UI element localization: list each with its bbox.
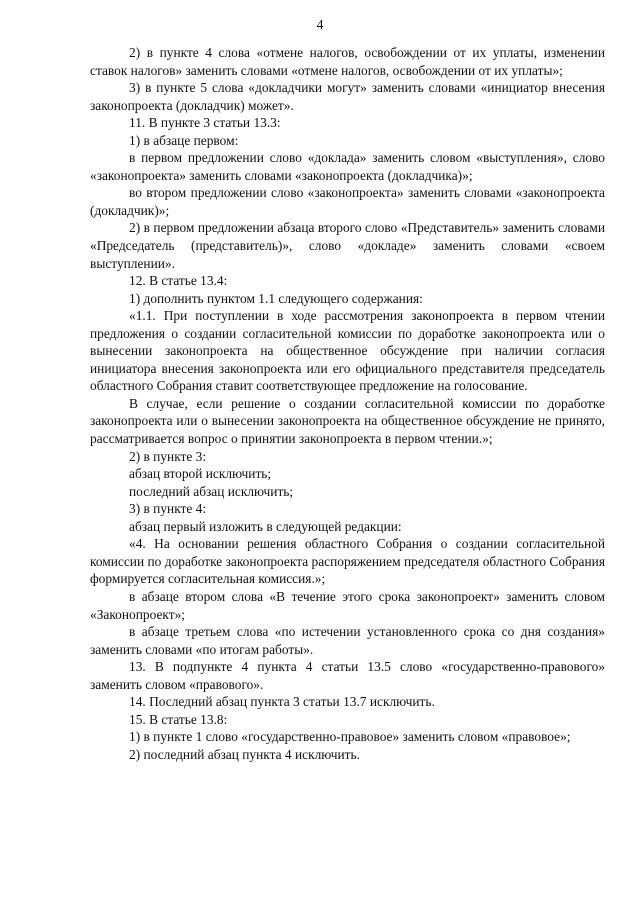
paragraph: в абзаце третьем слова «по истечении установленного срока со дня создания» заменить словами «по итогам работы». xyxy=(90,624,605,657)
paragraph: 2) в пункте 4 слова «отмене налогов, освобождении от их уплаты, изменении ставок налогов» заменить словами «отмене налогов, освобождении от их уплаты»; xyxy=(90,45,605,78)
page-number: 4 xyxy=(316,18,324,33)
paragraph: 2) в пункте 3: xyxy=(129,448,207,464)
paragraph: 2) последний абзац пункта 4 исключить. xyxy=(129,746,360,762)
paragraph: В случае, если решение о создании согласительной комиссии по доработке законопроекта или о вынесении законопроекта на общественное обсуждение не принято, рассматривается вопрос о принятии законопроекта в первом чтении.»; xyxy=(90,395,605,447)
paragraph: «1.1. При поступлении в ходе рассмотрения законопроекта в первом чтении предложения о создании согласительной комиссии по доработке законопроекта или о вынесении законопроекта на общественное обсуждение при наличии согласия инициатора внесения законопроекта или его официального представителя председатель областного Собрания ставит соответствующее предложение на голосование. xyxy=(90,308,605,394)
paragraph: в первом предложении слово «доклада» заменить словом «выступления», слово «законопроекта» заменить словами «законопроекта (докладчика)»; xyxy=(90,150,605,183)
paragraph: 13. В подпункте 4 пункта 4 статьи 13.5 слово «государственно-правового» заменить словом «правового». xyxy=(90,659,605,692)
paragraph: в абзаце втором слова «В течение этого срока законопроект» заменить словом «Законопроект»; xyxy=(90,588,605,622)
paragraph: «4. На основании решения областного Собрания о создании согласительной комиссии по доработке законопроекта распоряжением председателя областного Собрания формируется согласительная комиссия.»; xyxy=(90,536,605,587)
paragraph: 3) в пункте 4: xyxy=(129,501,207,517)
paragraph: 15. В статье 13.8: xyxy=(129,711,228,727)
document-body xyxy=(90,44,605,763)
paragraph: во втором предложении слово «законопроекта» заменить словами «законопроекта (докладчик)»; xyxy=(90,185,605,218)
paragraph: последний абзац исключить; xyxy=(129,483,294,499)
paragraph: 1) дополнить пунктом 1.1 следующего содержания: xyxy=(129,290,423,306)
paragraph: 2) в первом предложении абзаца второго слово «Представитель» заменить словами «Председатель (представитель)», слово «докладе» заменить словами «своем выступлении». xyxy=(90,220,605,271)
paragraph: 11. В пункте 3 статьи 13.3: xyxy=(129,115,281,131)
paragraph: 14. Последний абзац пункта 3 статьи 13.7 исключить. xyxy=(129,694,435,710)
paragraph: 3) в пункте 5 слова «докладчики могут» заменить словами «инициатор внесения законопроекта (докладчик) может». xyxy=(90,80,605,113)
paragraph: 1) в абзаце первом: xyxy=(129,132,239,148)
paragraph: 1) в пункте 1 слово «государственно-правовое» заменить словом «правовое»; xyxy=(129,729,571,745)
paragraph: 12. В статье 13.4: xyxy=(129,273,228,289)
paragraph: абзац второй исключить; xyxy=(129,466,272,482)
paragraph: абзац первый изложить в следующей редакции: xyxy=(129,518,402,534)
